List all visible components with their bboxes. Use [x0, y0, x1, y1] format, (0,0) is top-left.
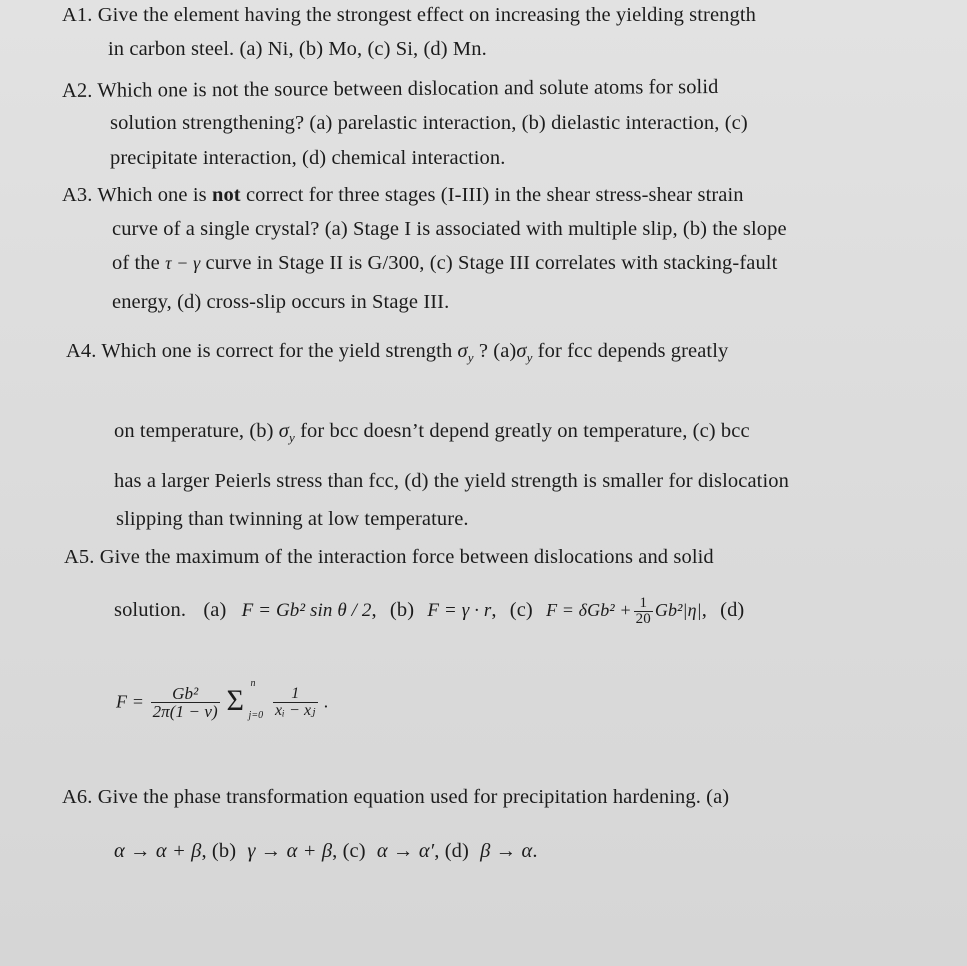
a4-line1-mid: ? (a) — [478, 340, 517, 362]
a5-d-fraction-1 — [151, 685, 220, 720]
a6-opt-c-eq: α → α′ — [376, 840, 435, 862]
a1-line2: in carbon steel. (a) Ni, (b) Mo, (c) Si, (d) Mn. — [108, 38, 487, 60]
a5-opt-b: (b) — [389, 599, 415, 622]
a5-d-frac1-num: Gb² — [151, 685, 220, 703]
a5-solution-label: solution. — [114, 599, 187, 622]
a5-opt-d: (d) — [720, 599, 745, 622]
a5-line1: A5. Give the maximum of the interaction force between dislocations and solid — [64, 546, 714, 568]
a4-sub-2: y — [526, 350, 533, 366]
a3-line3-pre: of the — [112, 252, 166, 274]
a3-line4: energy, (d) cross-slip occurs in Stage III. — [112, 291, 450, 313]
a5-d-sum-bottom: j=0 — [248, 710, 264, 721]
a4-line1 — [66, 340, 728, 366]
a5-opt-d-formula — [116, 678, 329, 722]
a3-line3 — [112, 252, 777, 275]
a2-line3: precipitate interaction, (d) chemical interaction. — [110, 147, 506, 169]
a6-line1: A6. Give the phase transformation equation used for precipitation hardening. (a) — [62, 786, 730, 808]
a5-opt-a: (a) — [203, 599, 227, 622]
a4-line3: has a larger Peierls stress than fcc, (d) the yield strength is smaller for dislocation — [114, 470, 789, 492]
a6-line2 — [114, 840, 538, 863]
a4-sub-1: y — [467, 350, 474, 366]
a6-end: . — [532, 840, 538, 862]
a5-d-lhs: F = — [116, 691, 144, 712]
a6-opt-c: , (c) — [332, 840, 366, 862]
a4-line2-post: for bcc doesn’t depend greatly on temperature, (c) bcc — [294, 420, 750, 442]
a4-sigma-1: σ — [457, 340, 468, 362]
a4-sub-3: y — [289, 430, 295, 446]
a4-line1-post: for fcc depends greatly — [532, 340, 729, 362]
a5-opt-c: (c) — [509, 599, 533, 622]
a3-not-bold: not — [211, 184, 241, 206]
a4-line2 — [114, 420, 750, 446]
a5-line2: solution. (a) F = Gb² sin θ / 2, (b) F = γ · r, (c) F = δGb² + $\frac{1}{20}$ Gb²|η|, (d) — [114, 595, 745, 627]
a5-d-sum-top: n — [250, 678, 256, 689]
a2-line2: solution strengthening? (a) parelastic interaction, (b) dielastic interaction, (c) — [110, 112, 748, 134]
a5-d-summation — [226, 678, 266, 722]
a5-opt-c-frac-den: 20 — [635, 611, 651, 627]
a6-opt-d: , (d) — [434, 840, 469, 862]
a5-opt-c-eq-post: Gb²|η| — [654, 600, 702, 621]
a4-sigma-3: σ — [278, 420, 290, 442]
a3-line1 — [62, 184, 744, 207]
a6-opt-b: , (b) — [201, 840, 237, 862]
a4-sigma-2: σ — [516, 340, 527, 362]
a5-opt-b-eq: F = γ · r — [427, 600, 492, 622]
a5-d-frac2-den: xᵢ − xⱼ — [275, 701, 316, 719]
a3-line1-post: correct for three stages (I-III) in the shear stress-shear strain — [240, 184, 744, 206]
sigma-sum-icon: Σ — [226, 684, 244, 717]
a3-tau-gamma: τ − γ — [165, 253, 201, 273]
a6-opt-d-eq: β → α — [480, 840, 533, 862]
a5-opt-c-frac-num: 1 — [634, 596, 653, 612]
a6-opt-a-eq: α → α + β — [114, 840, 202, 862]
a5-d-frac1-den: 2π(1 − ν) — [152, 701, 218, 721]
a5-d-frac2-num: 1 — [273, 686, 317, 703]
a5-opt-a-eq: F = Gb² sin θ / 2 — [241, 600, 372, 622]
a3-line1-pre: A3. Which one is — [62, 184, 212, 206]
a5-opt-c-eq-pre: F = δGb² + — [546, 600, 632, 621]
a3-line3-post: curve in Stage II is G/300, (c) Stage III correlates with stacking-fault — [200, 252, 778, 274]
a6-opt-b-eq: γ → α + β — [247, 840, 333, 862]
a3-line2: curve of a single crystal? (a) Stage I is associated with multiple slip, (b) the slope — [112, 218, 787, 240]
a4-line2-pre: on temperature, (b) — [114, 420, 279, 442]
a5-d-fraction-2 — [273, 686, 317, 719]
a1-line1: A1. Give the element having the strongest effect on increasing the yielding strength — [62, 4, 757, 26]
a5-opt-c-fraction — [634, 596, 653, 627]
a4-line1-pre: A4. Which one is correct for the yield strength — [66, 340, 458, 362]
a2-line1: A2. Which one is not the source between dislocation and solute atoms for solid — [61, 75, 719, 103]
a4-line4: slipping than twinning at low temperature. — [116, 508, 469, 530]
a5-d-end: . — [324, 691, 329, 712]
